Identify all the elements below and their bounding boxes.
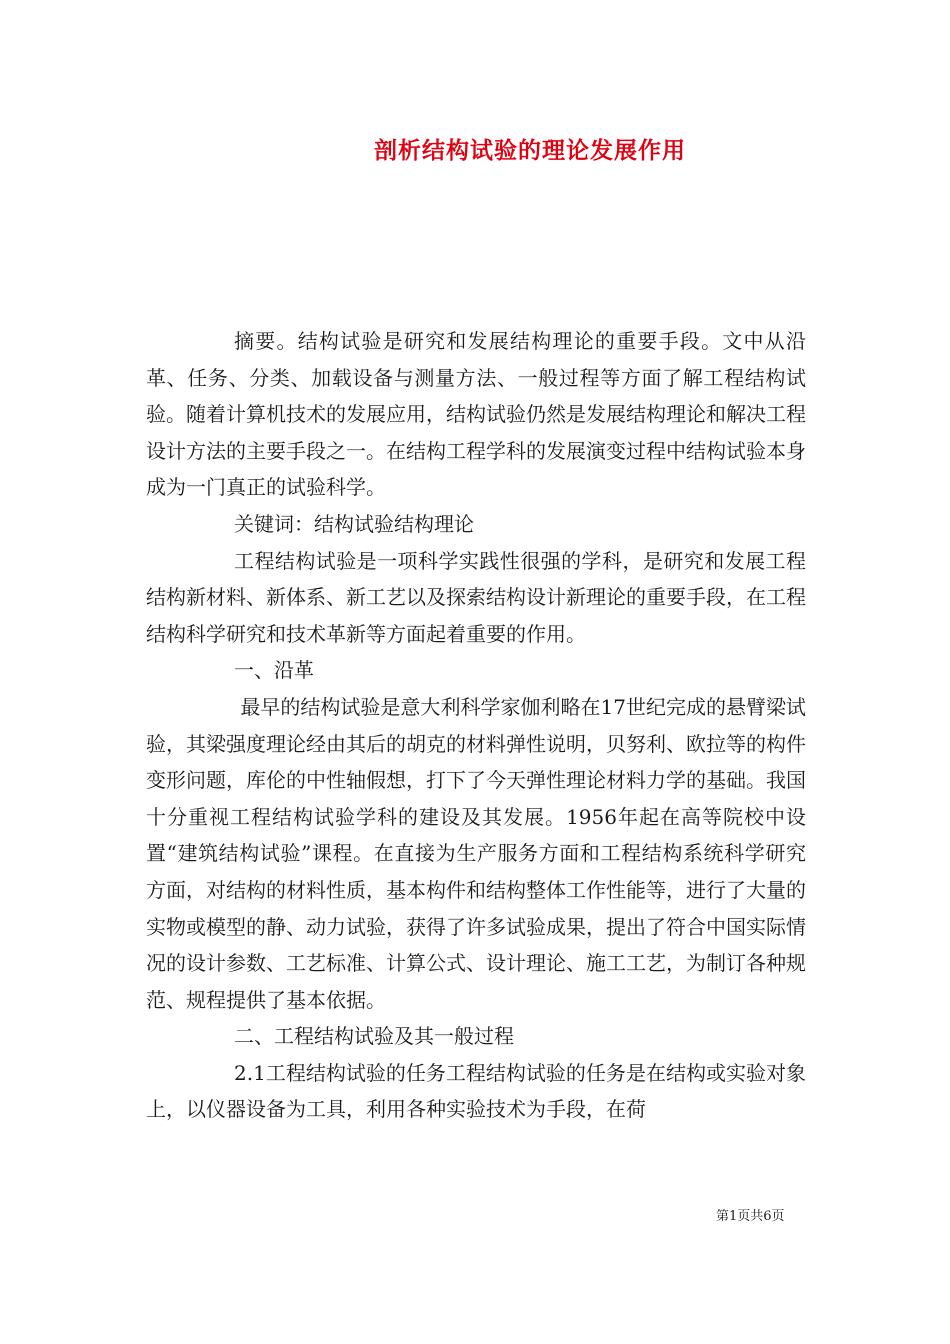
page-number-footer: 第1页共6页	[716, 1209, 785, 1224]
section-heading-history: 一、沿革	[234, 658, 314, 683]
keywords-paragraph: 关键词：结构试验结构理论	[234, 511, 474, 536]
task-paragraph: 2.1工程结构试验的任务工程结构试验的任务是在结构或实验对象上，以仪器设备为工具，利用各种实验技术为手段，在荷	[146, 1060, 806, 1122]
intro-paragraph: 工程结构试验是一项科学实践性很强的学科，是研究和发展工程结构新材料、新体系、新工艺以及探索结构设计新理论的重要手段，在工程结构科学研究和技术革新等方面起着重要的作用。	[146, 548, 806, 646]
abstract-paragraph: 摘要。结构试验是研究和发展结构理论的重要手段。文中从沿革、任务、分类、加载设备与测量方法、一般过程等方面了解工程结构试验。随着计算机技术的发展应用，结构试验仍然是发展结构理论和解决工程设计方法的主要手段之一。在结构工程学科的发展演变过程中结构试验本身成为一门真正的试验科学。	[146, 329, 806, 500]
history-paragraph: 最早的结构试验是意大利科学家伽利略在17世纪完成的悬臂梁试验，其梁强度理论经由其后的胡克的材料弹性说明，贝努利、欧拉等的构件变形问题，库伦的中性轴假想，打下了今天弹性理论材料力学的基础。我国十分重视工程结构试验学科的建设及其发展。1956年起在高等院校中设置“建筑结构试验”课程。在直接为生产服务方面和工程结构系统科学研究方面，对结构的材料性质，基本构件和结构整体工作性能等，进行了大量的实物或模型的静、动力试验，获得了许多试验成果，提出了符合中国实际情况的设计参数、工艺标准、计算公式、设计理论、施工工艺，为制订各种规范、规程提供了基本依据。	[146, 694, 807, 1012]
document-title: 剖析结构试验的理论发展作用	[374, 137, 686, 164]
section-heading-process: 二、工程结构试验及其一般过程	[234, 1024, 514, 1049]
document-body	[146, 323, 806, 1128]
